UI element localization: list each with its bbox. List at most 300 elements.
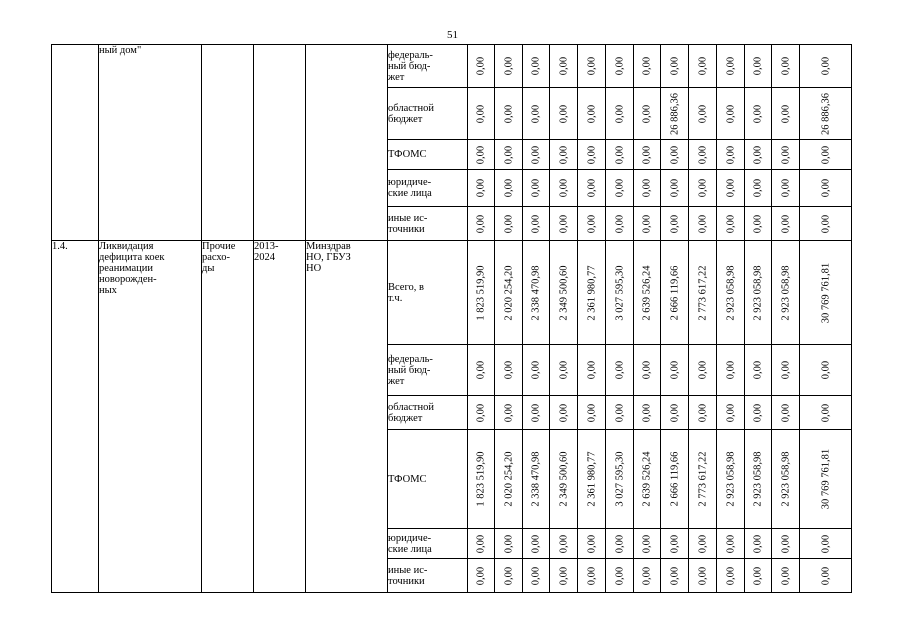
expense-type-cell: Прочие расхо- ды — [202, 241, 254, 593]
amount-value: 2 338 470,98 — [530, 451, 542, 507]
executor-cell: Минздрав НО, ГБУЗ НО — [306, 241, 388, 593]
year-value-cell — [745, 430, 772, 529]
year-value-cell — [717, 140, 745, 170]
amount-value: 26 886,36 — [669, 92, 680, 135]
total-value-cell — [800, 430, 852, 529]
year-value-cell — [634, 345, 661, 396]
amount-value: 0,00 — [641, 534, 653, 553]
amount-value: 2 773 617,22 — [697, 264, 708, 321]
year-value-cell — [745, 529, 772, 559]
year-value-cell — [772, 559, 800, 593]
year-value-cell — [689, 207, 717, 241]
amount-value: 1 823 519,90 — [475, 451, 487, 507]
amount-value: 0,00 — [503, 56, 514, 76]
amount-value: 0,00 — [669, 178, 680, 198]
amount-value: 0,00 — [503, 534, 514, 553]
year-value-cell — [772, 430, 800, 529]
year-value-cell — [468, 529, 495, 559]
year-value-cell — [689, 170, 717, 207]
amount-value: 0,00 — [669, 145, 680, 164]
amount-value: 0,00 — [530, 403, 542, 422]
year-value-cell — [745, 88, 772, 140]
amount-value: 0,00 — [780, 56, 791, 76]
funding-source-cell: иные ис- точники — [388, 207, 468, 241]
year-value-cell — [717, 345, 745, 396]
year-value-cell — [606, 170, 634, 207]
year-value-cell — [550, 207, 578, 241]
amount-value: 0,00 — [725, 104, 736, 123]
year-value-cell — [468, 241, 495, 345]
year-value-cell — [745, 45, 772, 88]
year-value-cell — [745, 170, 772, 207]
year-value-cell — [772, 241, 800, 345]
year-value-cell — [578, 170, 606, 207]
year-value-cell — [634, 170, 661, 207]
amount-value: 0,00 — [669, 214, 680, 233]
amount-value: 0,00 — [780, 534, 791, 553]
amount-value: 0,00 — [780, 566, 791, 585]
amount-value: 0,00 — [586, 56, 597, 76]
year-value-cell — [634, 45, 661, 88]
amount-value: 0,00 — [558, 178, 569, 198]
year-value-cell — [468, 396, 495, 430]
year-value-cell — [772, 207, 800, 241]
amount-value: 0,00 — [752, 360, 764, 380]
period-cell — [254, 45, 306, 241]
budget-table — [51, 44, 852, 593]
amount-value: 0,00 — [725, 360, 736, 380]
amount-value: 0,00 — [752, 214, 764, 233]
year-value-cell — [689, 529, 717, 559]
year-value-cell — [689, 140, 717, 170]
amount-value: 2 361 980,77 — [586, 264, 597, 321]
expense-type-cell — [202, 45, 254, 241]
amount-value: 0,00 — [475, 214, 487, 233]
amount-value: 0,00 — [614, 403, 625, 422]
amount-value: 0,00 — [558, 145, 569, 164]
year-value-cell — [468, 430, 495, 529]
amount-value: 0,00 — [475, 178, 487, 198]
year-value-cell — [689, 345, 717, 396]
amount-value: 1 823 519,90 — [475, 264, 487, 321]
year-value-cell — [578, 396, 606, 430]
amount-value: 0,00 — [614, 534, 625, 553]
amount-value: 3 027 595,30 — [614, 451, 625, 507]
amount-value: 2 639 526,24 — [641, 451, 653, 507]
amount-value: 0,00 — [586, 566, 597, 585]
amount-value: 0,00 — [614, 145, 625, 164]
year-value-cell — [578, 345, 606, 396]
year-value-cell — [550, 140, 578, 170]
amount-value: 0,00 — [614, 566, 625, 585]
year-value-cell — [550, 345, 578, 396]
amount-value: 0,00 — [558, 360, 569, 380]
year-value-cell — [745, 207, 772, 241]
year-value-cell — [634, 88, 661, 140]
total-value-cell — [800, 345, 852, 396]
year-value-cell — [661, 345, 689, 396]
funding-source-cell: федераль- ный бюд- жет — [388, 345, 468, 396]
amount-value: 0,00 — [614, 178, 625, 198]
amount-value: 0,00 — [586, 403, 597, 422]
amount-value: 0,00 — [641, 403, 653, 422]
year-value-cell — [495, 430, 523, 529]
year-value-cell — [634, 396, 661, 430]
year-value-cell — [717, 45, 745, 88]
year-value-cell — [772, 529, 800, 559]
amount-value: 0,00 — [669, 360, 680, 380]
amount-value: 0,00 — [641, 104, 653, 123]
amount-value: 0,00 — [503, 178, 514, 198]
amount-value: 2 923 058,98 — [725, 451, 736, 507]
amount-value: 0,00 — [586, 104, 597, 123]
amount-value: 0,00 — [725, 178, 736, 198]
amount-value: 0,00 — [697, 214, 708, 233]
amount-value: 0,00 — [558, 534, 569, 553]
amount-value: 30 769 761,81 — [820, 448, 831, 510]
amount-value: 0,00 — [614, 56, 625, 76]
year-value-cell — [578, 529, 606, 559]
amount-value: 0,00 — [780, 145, 791, 164]
amount-value: 0,00 — [752, 534, 764, 553]
funding-source-cell: областной бюджет — [388, 396, 468, 430]
page-number: 51 — [447, 29, 458, 41]
amount-value: 0,00 — [697, 104, 708, 123]
amount-value: 0,00 — [558, 566, 569, 585]
amount-value: 0,00 — [697, 534, 708, 553]
amount-value: 2 773 617,22 — [697, 451, 708, 507]
amount-value: 0,00 — [641, 56, 653, 76]
year-value-cell — [745, 345, 772, 396]
year-value-cell — [634, 207, 661, 241]
total-value-cell — [800, 396, 852, 430]
amount-value: 0,00 — [697, 56, 708, 76]
total-value-cell — [800, 45, 852, 88]
amount-value: 0,00 — [475, 566, 487, 585]
year-value-cell — [717, 207, 745, 241]
executor-cell — [306, 45, 388, 241]
year-value-cell — [550, 45, 578, 88]
amount-value: 0,00 — [475, 360, 487, 380]
amount-value: 30 769 761,81 — [820, 262, 831, 323]
total-value-cell — [800, 207, 852, 241]
amount-value: 0,00 — [820, 534, 831, 553]
amount-value: 26 886,36 — [820, 92, 831, 135]
year-value-cell — [661, 207, 689, 241]
amount-value: 2 923 058,98 — [752, 451, 764, 507]
amount-value: 2 639 526,24 — [641, 264, 653, 321]
amount-value: 0,00 — [558, 104, 569, 123]
year-value-cell — [468, 207, 495, 241]
year-value-cell — [523, 88, 550, 140]
amount-value: 0,00 — [752, 56, 764, 76]
amount-value: 0,00 — [697, 566, 708, 585]
year-value-cell — [606, 396, 634, 430]
amount-value: 0,00 — [530, 56, 542, 76]
year-value-cell — [523, 170, 550, 207]
year-value-cell — [495, 140, 523, 170]
amount-value: 0,00 — [530, 534, 542, 553]
amount-value: 0,00 — [697, 360, 708, 380]
year-value-cell — [606, 241, 634, 345]
amount-value: 0,00 — [530, 566, 542, 585]
funding-source-cell: федераль- ный бюд- жет — [388, 45, 468, 88]
funding-source-cell: юридиче- ские лица — [388, 170, 468, 207]
year-value-cell — [634, 140, 661, 170]
year-value-cell — [772, 170, 800, 207]
year-value-cell — [495, 88, 523, 140]
year-value-cell — [717, 430, 745, 529]
year-value-cell — [745, 140, 772, 170]
year-value-cell — [689, 88, 717, 140]
year-value-cell — [550, 170, 578, 207]
year-value-cell — [523, 559, 550, 593]
amount-value: 0,00 — [752, 178, 764, 198]
year-value-cell — [661, 529, 689, 559]
amount-value: 0,00 — [586, 214, 597, 233]
year-value-cell — [634, 241, 661, 345]
year-value-cell — [606, 345, 634, 396]
amount-value: 0,00 — [780, 360, 791, 380]
year-value-cell — [578, 45, 606, 88]
year-value-cell — [523, 529, 550, 559]
amount-value: 0,00 — [780, 403, 791, 422]
amount-value: 2 666 119,66 — [669, 265, 680, 320]
year-value-cell — [523, 430, 550, 529]
total-value-cell — [800, 88, 852, 140]
year-value-cell — [606, 140, 634, 170]
year-value-cell — [661, 140, 689, 170]
year-value-cell — [523, 396, 550, 430]
amount-value: 0,00 — [641, 214, 653, 233]
year-value-cell — [772, 45, 800, 88]
year-value-cell — [661, 241, 689, 345]
amount-value: 2 338 470,98 — [530, 264, 542, 321]
year-value-cell — [523, 241, 550, 345]
year-value-cell — [717, 241, 745, 345]
year-value-cell — [661, 430, 689, 529]
year-value-cell — [550, 529, 578, 559]
year-value-cell — [523, 140, 550, 170]
year-value-cell — [661, 88, 689, 140]
year-value-cell — [661, 170, 689, 207]
amount-value: 2 923 058,98 — [725, 264, 736, 321]
year-value-cell — [745, 396, 772, 430]
year-value-cell — [606, 430, 634, 529]
year-value-cell — [578, 207, 606, 241]
amount-value: 0,00 — [641, 178, 653, 198]
amount-value: 0,00 — [503, 566, 514, 585]
amount-value: 0,00 — [586, 145, 597, 164]
amount-value: 0,00 — [586, 178, 597, 198]
number-cell: 1.4. — [52, 241, 99, 593]
year-value-cell — [495, 207, 523, 241]
year-value-cell — [468, 345, 495, 396]
measure-name-cell: ный дом" — [99, 45, 202, 241]
year-value-cell — [661, 396, 689, 430]
year-value-cell — [717, 529, 745, 559]
amount-value: 0,00 — [530, 360, 542, 380]
year-value-cell — [717, 170, 745, 207]
amount-value: 0,00 — [530, 178, 542, 198]
amount-value: 0,00 — [641, 360, 653, 380]
total-value-cell — [800, 529, 852, 559]
amount-value: 0,00 — [530, 145, 542, 164]
amount-value: 0,00 — [697, 403, 708, 422]
amount-value: 0,00 — [820, 56, 831, 76]
amount-value: 0,00 — [820, 214, 831, 233]
amount-value: 0,00 — [780, 104, 791, 123]
funding-source-cell: ТФОМС — [388, 430, 468, 529]
amount-value: 0,00 — [669, 566, 680, 585]
year-value-cell — [745, 241, 772, 345]
year-value-cell — [772, 396, 800, 430]
amount-value: 0,00 — [697, 178, 708, 198]
total-value-cell — [800, 241, 852, 345]
year-value-cell — [606, 529, 634, 559]
amount-value: 0,00 — [780, 214, 791, 233]
amount-value: 0,00 — [475, 145, 487, 164]
year-value-cell — [606, 207, 634, 241]
year-value-cell — [661, 45, 689, 88]
year-value-cell — [689, 241, 717, 345]
amount-value: 0,00 — [669, 56, 680, 76]
year-value-cell — [468, 559, 495, 593]
amount-value: 0,00 — [697, 145, 708, 164]
year-value-cell — [689, 430, 717, 529]
year-value-cell — [495, 529, 523, 559]
amount-value: 0,00 — [669, 534, 680, 553]
amount-value: 0,00 — [503, 214, 514, 233]
amount-value: 0,00 — [820, 566, 831, 585]
year-value-cell — [578, 559, 606, 593]
period-cell: 2013- 2024 — [254, 241, 306, 593]
amount-value: 2 666 119,66 — [669, 451, 680, 507]
amount-value: 2 020 254,20 — [503, 451, 514, 507]
year-value-cell — [772, 88, 800, 140]
amount-value: 0,00 — [558, 403, 569, 422]
amount-value: 0,00 — [558, 56, 569, 76]
amount-value: 0,00 — [475, 534, 487, 553]
amount-value: 0,00 — [752, 403, 764, 422]
year-value-cell — [578, 241, 606, 345]
amount-value: 2 923 058,98 — [752, 264, 764, 321]
amount-value: 0,00 — [614, 214, 625, 233]
year-value-cell — [495, 559, 523, 593]
number-cell — [52, 45, 99, 241]
amount-value: 0,00 — [558, 214, 569, 233]
amount-value: 0,00 — [530, 104, 542, 123]
year-value-cell — [578, 140, 606, 170]
funding-source-cell: областной бюджет — [388, 88, 468, 140]
year-value-cell — [689, 396, 717, 430]
amount-value: 0,00 — [820, 145, 831, 164]
amount-value: 0,00 — [820, 403, 831, 422]
amount-value: 0,00 — [725, 214, 736, 233]
year-value-cell — [717, 559, 745, 593]
year-value-cell — [495, 345, 523, 396]
amount-value: 0,00 — [780, 178, 791, 198]
year-value-cell — [468, 170, 495, 207]
year-value-cell — [745, 559, 772, 593]
amount-value: 0,00 — [530, 214, 542, 233]
funding-source-cell: Всего, в т.ч. — [388, 241, 468, 345]
table-row — [52, 45, 852, 88]
amount-value: 0,00 — [475, 56, 487, 76]
amount-value: 2 349 500,60 — [558, 264, 569, 321]
amount-value: 2 020 254,20 — [503, 264, 514, 321]
amount-value: 0,00 — [725, 534, 736, 553]
amount-value: 0,00 — [503, 104, 514, 123]
year-value-cell — [495, 241, 523, 345]
amount-value: 2 361 980,77 — [586, 451, 597, 507]
year-value-cell — [772, 140, 800, 170]
amount-value: 0,00 — [725, 56, 736, 76]
total-value-cell — [800, 170, 852, 207]
amount-value: 0,00 — [752, 104, 764, 123]
amount-value: 0,00 — [503, 360, 514, 380]
amount-value: 0,00 — [752, 145, 764, 164]
year-value-cell — [550, 396, 578, 430]
year-value-cell — [717, 396, 745, 430]
year-value-cell — [495, 170, 523, 207]
amount-value: 0,00 — [669, 403, 680, 422]
year-value-cell — [689, 45, 717, 88]
year-value-cell — [523, 45, 550, 88]
amount-value: 3 027 595,30 — [614, 264, 625, 321]
year-value-cell — [634, 430, 661, 529]
year-value-cell — [550, 430, 578, 529]
measure-name-cell: Ликвидация дефицита коек реанимации новорожден- ных — [99, 241, 202, 593]
amount-value: 0,00 — [725, 403, 736, 422]
table-row — [52, 241, 852, 345]
amount-value: 0,00 — [475, 403, 487, 422]
amount-value: 0,00 — [475, 104, 487, 123]
amount-value: 0,00 — [752, 566, 764, 585]
total-value-cell — [800, 559, 852, 593]
amount-value: 0,00 — [641, 145, 653, 164]
amount-value: 0,00 — [586, 534, 597, 553]
year-value-cell — [634, 559, 661, 593]
amount-value: 0,00 — [820, 360, 831, 380]
amount-value: 0,00 — [503, 403, 514, 422]
funding-source-cell: юридиче- ские лица — [388, 529, 468, 559]
amount-value: 0,00 — [725, 145, 736, 164]
year-value-cell — [523, 345, 550, 396]
year-value-cell — [523, 207, 550, 241]
amount-value: 2 923 058,98 — [780, 264, 791, 321]
year-value-cell — [689, 559, 717, 593]
year-value-cell — [606, 88, 634, 140]
year-value-cell — [606, 559, 634, 593]
year-value-cell — [468, 140, 495, 170]
year-value-cell — [495, 396, 523, 430]
amount-value: 0,00 — [586, 360, 597, 380]
year-value-cell — [550, 559, 578, 593]
year-value-cell — [634, 529, 661, 559]
year-value-cell — [578, 88, 606, 140]
year-value-cell — [606, 45, 634, 88]
year-value-cell — [468, 45, 495, 88]
funding-source-cell: ТФОМС — [388, 140, 468, 170]
year-value-cell — [578, 430, 606, 529]
amount-value: 0,00 — [614, 104, 625, 123]
amount-value: 2 923 058,98 — [780, 451, 791, 507]
funding-source-cell: иные ис- точники — [388, 559, 468, 593]
year-value-cell — [495, 45, 523, 88]
year-value-cell — [717, 88, 745, 140]
year-value-cell — [772, 345, 800, 396]
